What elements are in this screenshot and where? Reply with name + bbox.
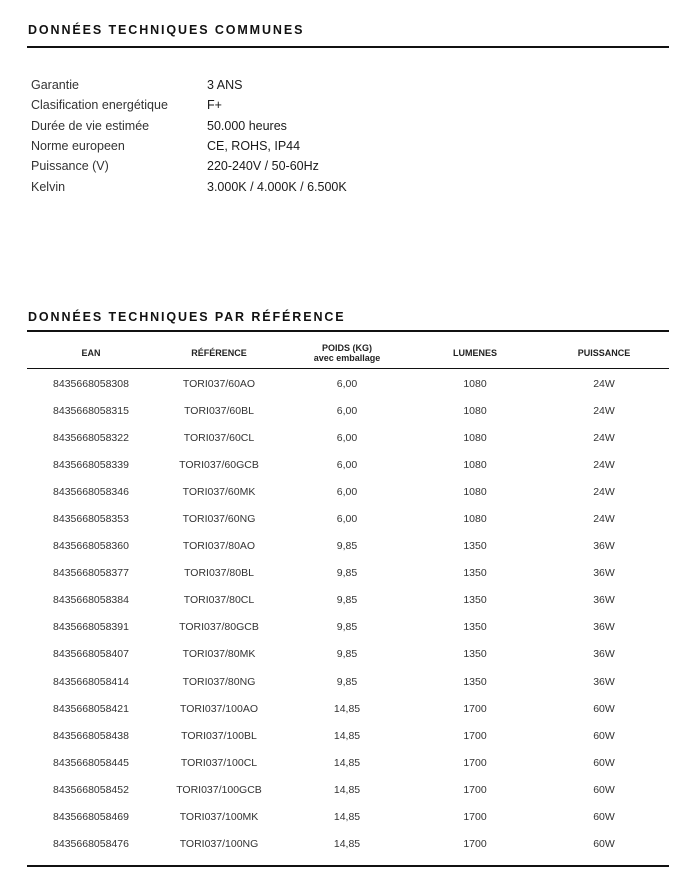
cell-lumenes: 1700 [463, 838, 487, 851]
cell-poids: 9,85 [336, 675, 358, 688]
cell-lumenes: 1080 [463, 431, 487, 444]
cell-lumenes: 1350 [463, 540, 487, 553]
cell-lumenes: 1700 [463, 729, 487, 742]
cell-reference: TORI037/60NG [182, 513, 256, 526]
cell-ean: 8435668058353 [53, 513, 129, 526]
cell-ean: 8435668058476 [53, 838, 129, 851]
reference-table-bottom-rule [27, 865, 669, 867]
cell-puissance: 36W [593, 621, 615, 634]
spec-value: 50.000 heures [207, 118, 287, 133]
cell-poids: 9,85 [336, 648, 358, 661]
spec-row-voltage [31, 156, 347, 176]
table-row [27, 614, 669, 641]
cell-ean: 8435668058346 [53, 485, 129, 498]
cell-ean: 8435668058445 [53, 756, 129, 769]
cell-reference: TORI037/80BL [184, 567, 254, 580]
table-header-row [27, 338, 669, 368]
cell-puissance: 60W [593, 811, 615, 824]
cell-poids: 14,85 [333, 811, 361, 824]
spec-row-norm [31, 136, 347, 156]
table-row [27, 695, 669, 722]
cell-puissance: 60W [593, 756, 615, 769]
cell-ean: 8435668058391 [53, 621, 129, 634]
column-header-poids [283, 338, 411, 368]
column-header-ean: EAN [81, 348, 101, 358]
cell-puissance: 60W [593, 729, 615, 742]
cell-poids: 9,85 [336, 567, 358, 580]
cell-puissance: 60W [593, 783, 615, 796]
cell-ean: 8435668058339 [53, 458, 129, 471]
cell-lumenes: 1350 [463, 675, 487, 688]
cell-poids: 6,00 [336, 513, 358, 526]
cell-poids: 14,85 [333, 702, 361, 715]
cell-poids: 14,85 [333, 783, 361, 796]
cell-ean: 8435668058452 [53, 783, 129, 796]
cell-ean: 8435668058438 [53, 729, 129, 742]
cell-puissance: 24W [593, 404, 615, 417]
spec-label: Norme europeen [31, 139, 125, 154]
cell-reference: TORI037/60CL [183, 431, 255, 444]
spec-value: 3.000K / 4.000K / 6.500K [207, 179, 347, 194]
poids-header-label: POIDS (KG) [321, 343, 372, 353]
spec-row-lifetime [31, 116, 347, 136]
cell-lumenes: 1350 [463, 648, 487, 661]
spec-label: Garantie [31, 78, 79, 93]
cell-lumenes: 1350 [463, 567, 487, 580]
spec-value: F+ [207, 98, 222, 113]
cell-reference: TORI037/80CL [183, 594, 255, 607]
cell-ean: 8435668058360 [53, 540, 129, 553]
table-row [27, 749, 669, 776]
cell-ean: 8435668058315 [53, 404, 129, 417]
spec-value: 220-240V / 50-60Hz [207, 159, 319, 174]
cell-lumenes: 1700 [463, 702, 487, 715]
cell-reference: TORI037/100CL [180, 756, 258, 769]
table-row [27, 397, 669, 424]
table-row [27, 668, 669, 695]
reference-table [27, 338, 669, 858]
cell-reference: TORI037/100MK [179, 811, 259, 824]
table-row [27, 776, 669, 803]
cell-poids: 14,85 [333, 756, 361, 769]
cell-puissance: 36W [593, 567, 615, 580]
cell-ean: 8435668058469 [53, 811, 129, 824]
cell-lumenes: 1080 [463, 513, 487, 526]
column-header-puissance: PUISSANCE [577, 348, 631, 358]
spec-label: Kelvin [31, 179, 66, 194]
column-header-reference: RÉFÉRENCE [191, 348, 247, 358]
table-row [27, 722, 669, 749]
spec-value: 3 ANS [207, 78, 243, 93]
cell-reference: TORI037/80AO [182, 540, 256, 553]
cell-ean: 8435668058377 [53, 567, 129, 580]
table-row [27, 505, 669, 532]
table-row [27, 641, 669, 668]
cell-lumenes: 1350 [463, 594, 487, 607]
cell-lumenes: 1700 [463, 783, 487, 796]
cell-poids: 9,85 [336, 621, 358, 634]
cell-lumenes: 1080 [463, 485, 487, 498]
spec-row-energy-class [31, 95, 347, 115]
cell-reference: TORI037/80MK [182, 648, 256, 661]
cell-ean: 8435668058308 [53, 377, 129, 390]
cell-lumenes: 1080 [463, 458, 487, 471]
cell-puissance: 36W [593, 594, 615, 607]
common-specs-title: DONNÉES TECHNIQUES COMMUNES [28, 23, 305, 37]
cell-poids: 9,85 [336, 540, 358, 553]
table-row [27, 424, 669, 451]
spec-label: Clasification energétique [31, 98, 168, 113]
cell-lumenes: 1080 [463, 404, 487, 417]
cell-poids: 14,85 [333, 838, 361, 851]
cell-reference: TORI037/100AO [179, 702, 259, 715]
cell-ean: 8435668058421 [53, 702, 129, 715]
cell-reference: TORI037/60AO [182, 377, 256, 390]
cell-lumenes: 1350 [463, 621, 487, 634]
column-header-lumenes: LUMENES [452, 348, 497, 358]
cell-reference: TORI037/100NG [179, 838, 259, 851]
cell-poids: 9,85 [336, 594, 358, 607]
cell-puissance: 24W [593, 458, 615, 471]
cell-poids: 6,00 [336, 458, 358, 471]
cell-ean: 8435668058384 [53, 594, 129, 607]
common-specs-divider [27, 46, 669, 48]
cell-puissance: 36W [593, 648, 615, 661]
cell-lumenes: 1080 [463, 377, 487, 390]
table-row [27, 804, 669, 831]
reference-table-top-rule [27, 330, 669, 332]
cell-lumenes: 1700 [463, 811, 487, 824]
cell-reference: TORI037/60MK [182, 485, 256, 498]
spec-row-kelvin [31, 176, 347, 196]
table-row [27, 451, 669, 478]
cell-lumenes: 1700 [463, 756, 487, 769]
cell-puissance: 36W [593, 540, 615, 553]
cell-ean: 8435668058407 [53, 648, 129, 661]
cell-puissance: 36W [593, 675, 615, 688]
table-row [27, 533, 669, 560]
cell-poids: 14,85 [333, 729, 361, 742]
spec-row-garantie [31, 75, 347, 95]
cell-reference: TORI037/100GCB [176, 783, 262, 796]
cell-puissance: 24W [593, 377, 615, 390]
cell-poids: 6,00 [336, 404, 358, 417]
cell-puissance: 24W [593, 485, 615, 498]
table-row [27, 587, 669, 614]
table-row [27, 368, 669, 397]
cell-reference: TORI037/60BL [184, 404, 254, 417]
cell-poids: 6,00 [336, 377, 358, 390]
cell-puissance: 24W [593, 513, 615, 526]
cell-reference: TORI037/100BL [181, 729, 257, 742]
spec-label: Durée de vie estimée [31, 118, 150, 133]
spec-label: Puissance (V) [31, 159, 109, 174]
poids-header-sublabel: avec emballage [313, 353, 381, 363]
cell-reference: TORI037/60GCB [179, 458, 259, 471]
cell-puissance: 60W [593, 838, 615, 851]
table-row [27, 831, 669, 858]
reference-table-body [27, 368, 669, 858]
cell-poids: 6,00 [336, 485, 358, 498]
reference-specs-title: DONNÉES TECHNIQUES PAR RÉFÉRENCE [28, 310, 346, 324]
table-row [27, 478, 669, 505]
cell-puissance: 60W [593, 702, 615, 715]
cell-ean: 8435668058322 [53, 431, 129, 444]
spec-value: CE, ROHS, IP44 [207, 139, 301, 154]
table-row [27, 560, 669, 587]
common-specs-list [31, 75, 347, 197]
cell-reference: TORI037/80GCB [179, 621, 259, 634]
cell-poids: 6,00 [336, 431, 358, 444]
cell-reference: TORI037/80NG [182, 675, 256, 688]
cell-ean: 8435668058414 [53, 675, 129, 688]
cell-puissance: 24W [593, 431, 615, 444]
